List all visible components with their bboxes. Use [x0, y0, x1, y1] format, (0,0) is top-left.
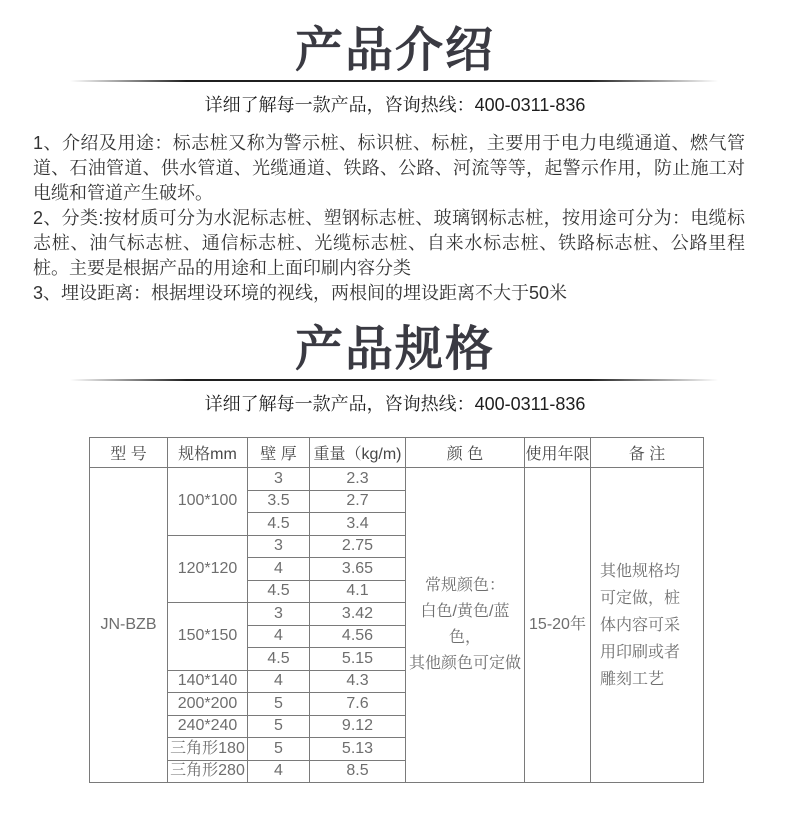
header-model: 型 号 — [90, 438, 168, 468]
intro-paragraph-usage: 1、介绍及用途：标志桩又称为警示桩、标识桩、标桩，主要用于电力电缆通道、燃气管道、石油管道、供水管道、光缆通道、铁路、公路、河流等等，起警示作用，防止施工对电缆和管道产生破坏。 — [33, 133, 745, 203]
weight-cell: 3.42 — [310, 603, 406, 626]
lifespan-cell: 15-20年 — [525, 468, 591, 783]
header-color: 颜 色 — [406, 438, 525, 468]
color-line: 常规颜色： — [424, 577, 505, 594]
header-remark: 备 注 — [591, 438, 704, 468]
header-spec: 规格mm — [168, 438, 248, 468]
spec-cell: 三角形180 — [168, 738, 248, 761]
thickness-cell: 5 — [248, 738, 310, 761]
header-thickness: 壁 厚 — [248, 438, 310, 468]
weight-cell: 4.3 — [310, 670, 406, 693]
weight-cell: 8.5 — [310, 760, 406, 783]
thickness-cell: 4 — [248, 558, 310, 581]
weight-cell: 2.7 — [310, 490, 406, 513]
thickness-cell: 4.5 — [248, 513, 310, 536]
model-cell: JN-BZB — [90, 468, 168, 783]
header-lifespan: 使用年限 — [525, 438, 591, 468]
specs-section-header — [0, 323, 790, 416]
thickness-cell: 5 — [248, 693, 310, 716]
weight-cell: 4.1 — [310, 580, 406, 603]
specs-title-rule — [70, 379, 718, 381]
color-line: 白色/黄色/蓝色， — [420, 603, 510, 646]
remark-cell: 其他规格均可定做，桩体内容可采用印刷或者雕刻工艺 — [591, 468, 704, 783]
spec-cell: 120*120 — [168, 535, 248, 603]
intro-paragraph-classification: 2、分类:按材质可分为水泥标志桩、塑钢标志桩、玻璃钢标志桩，按用途可分为：电缆标志桩、油气标志桩、通信标志桩、光缆标志桩、自来水标志桩、铁路标志桩、公路里程桩。主要是根据产品的用途和上面印刷内容分类 — [33, 208, 745, 278]
intro-hotline-text: 详细了解每一款产品，咨询热线：400-0311-836 — [204, 95, 586, 115]
weight-cell: 5.13 — [310, 738, 406, 761]
color-cell — [406, 468, 525, 783]
color-line: 其他颜色可定做 — [408, 655, 521, 672]
weight-cell: 3.4 — [310, 513, 406, 536]
intro-section-header — [0, 0, 790, 117]
specs-title: 产品规格 — [294, 323, 495, 376]
weight-cell: 4.56 — [310, 625, 406, 648]
spec-cell: 100*100 — [168, 468, 248, 536]
header-weight: 重量（kg/m) — [310, 438, 406, 468]
weight-cell: 9.12 — [310, 715, 406, 738]
thickness-cell: 3 — [248, 603, 310, 626]
weight-cell: 5.15 — [310, 648, 406, 671]
thickness-cell: 4.5 — [248, 580, 310, 603]
intro-title-rule — [70, 80, 718, 82]
thickness-cell: 4 — [248, 670, 310, 693]
weight-cell: 2.3 — [310, 468, 406, 491]
thickness-cell: 4 — [248, 760, 310, 783]
thickness-cell: 5 — [248, 715, 310, 738]
weight-cell: 2.75 — [310, 535, 406, 558]
spec-cell: 140*140 — [168, 670, 248, 693]
spec-cell: 200*200 — [168, 693, 248, 716]
weight-cell: 3.65 — [310, 558, 406, 581]
thickness-cell: 3 — [248, 468, 310, 491]
table-row — [90, 468, 704, 491]
intro-paragraphs — [33, 131, 745, 306]
intro-title: 产品介绍 — [294, 24, 495, 77]
thickness-cell: 4 — [248, 625, 310, 648]
spec-cell: 三角形280 — [168, 760, 248, 783]
thickness-cell: 4.5 — [248, 648, 310, 671]
spec-cell: 150*150 — [168, 603, 248, 671]
thickness-cell: 3.5 — [248, 490, 310, 513]
spec-cell: 240*240 — [168, 715, 248, 738]
table-header-row — [90, 438, 704, 468]
thickness-cell: 3 — [248, 535, 310, 558]
spec-table — [89, 437, 704, 783]
weight-cell: 7.6 — [310, 693, 406, 716]
specs-hotline-text: 详细了解每一款产品，咨询热线：400-0311-836 — [204, 394, 586, 414]
intro-paragraph-spacing: 3、埋设距离：根据埋设环境的视线，两根间的埋设距离不大于50米 — [33, 283, 568, 303]
